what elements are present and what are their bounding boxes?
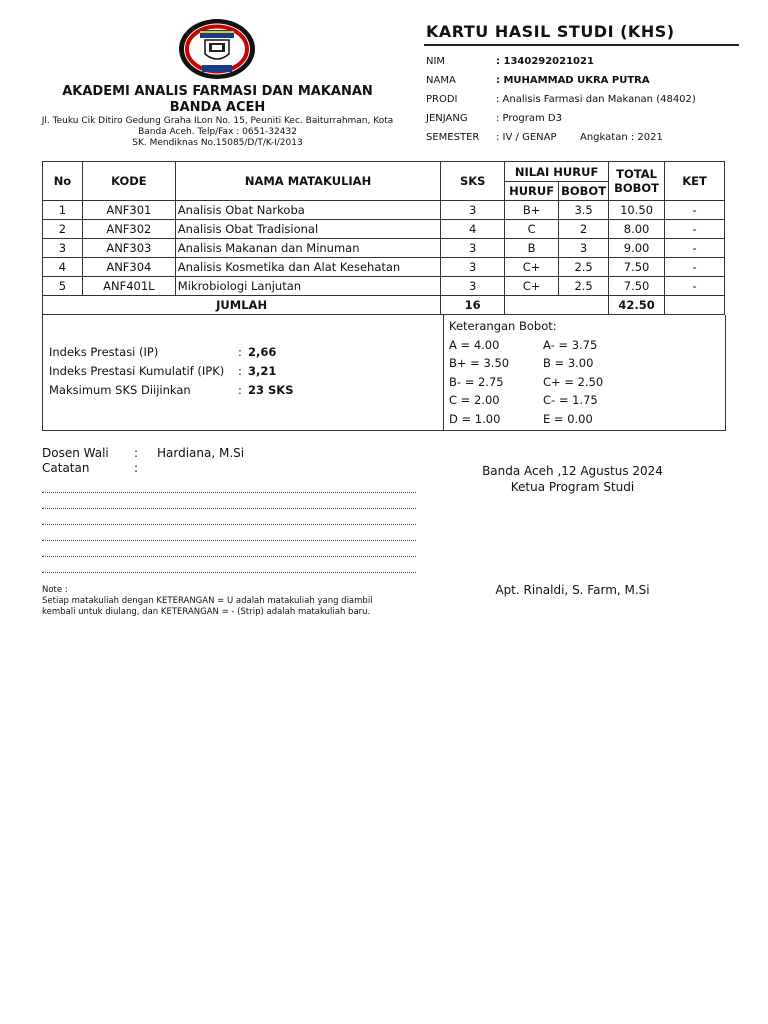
bobot-entry: C- = 1.75 [543, 393, 598, 407]
note-line [42, 556, 416, 557]
max-sks-label: Maksimum SKS Diijinkan [49, 383, 191, 397]
dosen-colon: : [134, 446, 139, 460]
table-row [43, 239, 725, 258]
summary-divider [443, 315, 444, 430]
cell-total: 10.50 [609, 201, 665, 220]
cell-bobot: 2.5 [559, 258, 609, 277]
ip-colon: : [238, 345, 242, 359]
bobot-legend-title: Keterangan Bobot: [449, 319, 557, 333]
cell-ket: - [665, 201, 725, 220]
signer-title: Ketua Program Studi [510, 480, 635, 494]
nama-label: NAMA [426, 75, 456, 86]
ip-label: Indeks Prestasi (IP) [49, 345, 159, 359]
cell-no: 4 [43, 258, 83, 277]
cell-no: 5 [43, 277, 83, 296]
cell-sks: 4 [441, 220, 505, 239]
cell-total: 7.50 [609, 258, 665, 277]
institution-logo [178, 18, 256, 80]
address-line: Banda Aceh. Telp/Fax : 0651-32432 [138, 127, 297, 137]
dosen-value: Hardiana, M.Si [157, 446, 245, 460]
cell-total: 9.00 [609, 239, 665, 258]
jumlah-label: JUMLAH [43, 296, 441, 315]
semester-value: : IV / GENAP [496, 132, 557, 143]
cell-no: 2 [43, 220, 83, 239]
cell-huruf: B [505, 239, 559, 258]
footnote [42, 585, 422, 618]
table-row [43, 277, 725, 296]
decree-line: SK. Mendiknas No.15085/D/T/K-I/2013 [132, 138, 303, 148]
cell-kode: ANF303 [82, 239, 175, 258]
cell-huruf: C+ [505, 277, 559, 296]
prodi-value: : Analisis Farmasi dan Makanan (48402) [496, 94, 696, 105]
institution-address [30, 116, 405, 149]
ipk-colon: : [238, 364, 242, 378]
cell-no: 3 [43, 239, 83, 258]
note-line [42, 492, 416, 493]
address-line: Jl. Teuku Cik Ditiro Gedung Graha ILon No. 15, Peuniti Kec. Baiturrahman, Kota [41, 116, 394, 126]
catatan-colon: : [134, 461, 139, 475]
cell-sks: 3 [441, 277, 505, 296]
cell-sks: 3 [441, 201, 505, 220]
cell-nama: Analisis Kosmetika dan Alat Kesehatan [175, 258, 440, 277]
cell-kode: ANF401L [82, 277, 175, 296]
jumlah-ket [665, 296, 725, 315]
col-header-huruf: HURUF [505, 182, 559, 201]
note-text: Setiap matakuliah dengan KETERANGAN = U adalah matakuliah yang diambil [42, 596, 373, 606]
jumlah-total: 42.50 [609, 296, 665, 315]
cell-bobot: 2 [559, 220, 609, 239]
note-line [42, 540, 416, 541]
bobot-entry: B = 3.00 [543, 356, 594, 370]
institution-name [40, 84, 395, 116]
col-header-bobot: BOBOT [559, 182, 609, 201]
ip-value: 2,66 [248, 345, 277, 359]
grades-table [42, 161, 725, 315]
cell-kode: ANF301 [82, 201, 175, 220]
col-header-total-bobot: TOTAL BOBOT [609, 162, 665, 201]
cell-total: 8.00 [609, 220, 665, 239]
cell-bobot: 3 [559, 239, 609, 258]
cell-bobot: 2.5 [559, 277, 609, 296]
nama-value: : MUHAMMAD UKRA PUTRA [496, 75, 650, 86]
nim-label: NIM [426, 56, 446, 67]
jenjang-value: : Program D3 [496, 113, 562, 124]
cell-ket: - [665, 277, 725, 296]
bobot-entry: D = 1.00 [449, 412, 501, 426]
cell-huruf: C [505, 220, 559, 239]
max-sks-colon: : [238, 383, 242, 397]
bobot-entry: B+ = 3.50 [449, 356, 510, 370]
bobot-entry: C+ = 2.50 [543, 375, 604, 389]
bobot-entry: B- = 2.75 [449, 375, 504, 389]
cell-kode: ANF302 [82, 220, 175, 239]
cell-nama: Mikrobiologi Lanjutan [175, 277, 440, 296]
bobot-entry: E = 0.00 [543, 412, 593, 426]
signer-name: Apt. Rinaldi, S. Farm, M.Si [495, 583, 650, 597]
table-row [43, 220, 725, 239]
col-header-no: No [43, 162, 83, 201]
ipk-label: Indeks Prestasi Kumulatif (IPK) [49, 364, 225, 378]
place-date: Banda Aceh ,12 Agustus 2024 [482, 464, 663, 478]
cell-nama: Analisis Makanan dan Minuman [175, 239, 440, 258]
max-sks-value: 23 SKS [248, 383, 294, 397]
cell-huruf: C+ [505, 258, 559, 277]
jumlah-empty [505, 296, 609, 315]
note-text: kembali untuk diulang, dan KETERANGAN = - (Strip) adalah matakuliah baru. [42, 607, 371, 617]
dosen-label: Dosen Wali [42, 446, 109, 460]
summary-box [42, 315, 726, 431]
angkatan-value: Angkatan : 2021 [580, 132, 663, 143]
ipk-value: 3,21 [248, 364, 277, 378]
col-header-nilai-huruf: NILAI HURUF [505, 162, 609, 182]
table-row [43, 258, 725, 277]
cell-no: 1 [43, 201, 83, 220]
bobot-entry: C = 2.00 [449, 393, 500, 407]
note-title: Note : [42, 585, 68, 595]
cell-kode: ANF304 [82, 258, 175, 277]
col-header-sks: SKS [441, 162, 505, 201]
cell-sks: 3 [441, 258, 505, 277]
cell-ket: - [665, 258, 725, 277]
col-header-ket: KET [665, 162, 725, 201]
cell-sks: 3 [441, 239, 505, 258]
catatan-label: Catatan [42, 461, 90, 475]
col-header-nama: NAMA MATAKULIAH [175, 162, 440, 201]
card-title: KARTU HASIL STUDI (KHS) [426, 22, 675, 41]
header-row [43, 162, 725, 182]
col-header-kode: KODE [82, 162, 175, 201]
table-row [43, 201, 725, 220]
jenjang-label: JENJANG [426, 113, 468, 124]
cell-huruf: B+ [505, 201, 559, 220]
bobot-entry: A- = 3.75 [543, 338, 598, 352]
bobot-entry: A = 4.00 [449, 338, 500, 352]
institution-name-line1: AKADEMI ANALIS FARMASI DAN MAKANAN [62, 84, 373, 99]
cell-bobot: 3.5 [559, 201, 609, 220]
cell-ket: - [665, 239, 725, 258]
prodi-label: PRODI [426, 94, 458, 105]
jumlah-sks: 16 [441, 296, 505, 315]
nim-value: : 1340292021021 [496, 56, 594, 67]
jumlah-row [43, 296, 725, 315]
cell-ket: - [665, 220, 725, 239]
note-line [42, 508, 416, 509]
note-line [42, 524, 416, 525]
cell-total: 7.50 [609, 277, 665, 296]
semester-label: SEMESTER [426, 132, 480, 143]
cell-nama: Analisis Obat Tradisional [175, 220, 440, 239]
institution-name-line2: BANDA ACEH [169, 100, 266, 115]
title-divider [424, 44, 739, 46]
cell-nama: Analisis Obat Narkoba [175, 201, 440, 220]
note-line [42, 572, 416, 573]
